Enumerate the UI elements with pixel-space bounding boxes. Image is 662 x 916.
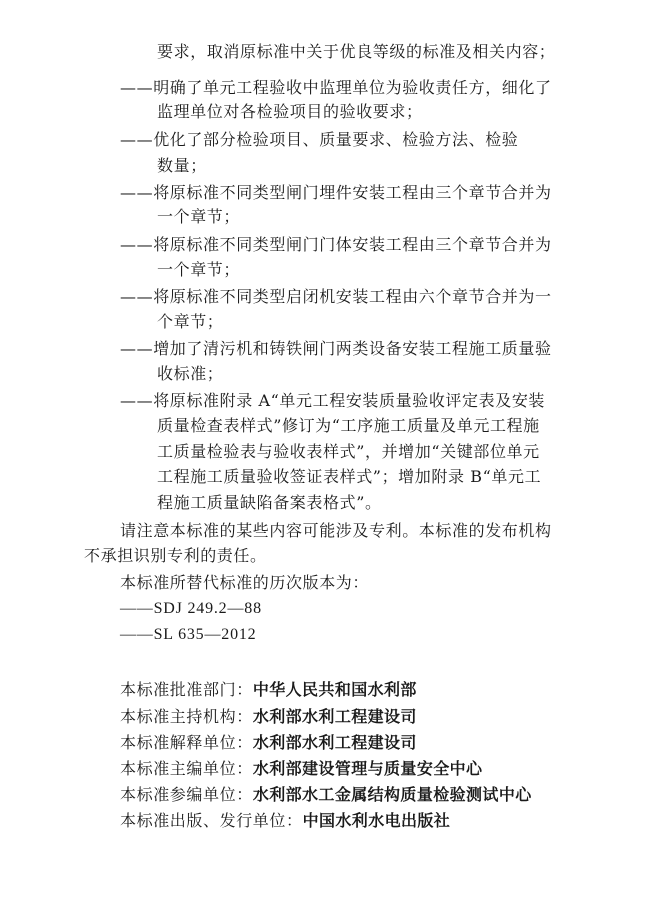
authority-label: 本标准参编单位： [120, 785, 253, 804]
authority-label: 本标准出版、发行单位： [120, 811, 303, 830]
change-line: 一个章节； [157, 260, 241, 279]
authority-value: 水利部水工金属结构质量检验测试中心 [252, 785, 532, 804]
change-line: 工程施工质量验收签证表样式”；增加附录 B“单元工 [157, 467, 542, 486]
change-line: 个章节； [157, 312, 224, 331]
authority-value: 水利部水利工程建设司 [252, 707, 417, 726]
authority-row [120, 810, 450, 832]
history-version: ——SL 635—2012 [120, 626, 257, 643]
authority-value: 中国水利水电出版社 [302, 811, 451, 830]
change-line: ——将原标准不同类型闸门埋件安装工程由三个章节合并为 [120, 183, 552, 202]
authority-label: 本标准主编单位： [120, 759, 253, 778]
change-line: ——将原标准附录 A“单元工程安装质量验收评定表及安装 [120, 391, 546, 410]
authority-row [120, 732, 417, 754]
authority-label: 本标准批准部门： [120, 680, 253, 699]
history-intro: 本标准所替代标准的历次版本为： [120, 573, 370, 592]
patent-notice-line: 请注意本标准的某些内容可能涉及专利。本标准的发布机构 [120, 521, 552, 540]
change-line: 工质量检验表与验收表样式”，并增加“关键部位单元 [157, 442, 540, 461]
change-line: 质量检查表样式”修订为“工序施工质量及单元工程施 [157, 416, 540, 435]
change-line: 一个章节； [157, 207, 241, 226]
change-line: 要求，取消原标准中关于优良等级的标准及相关内容； [157, 42, 556, 61]
authority-row [120, 758, 482, 780]
authority-row [120, 784, 532, 806]
patent-notice-line: 不承担识别专利的责任。 [84, 546, 267, 565]
authority-label: 本标准主持机构： [120, 707, 253, 726]
change-line: 收标准； [157, 364, 224, 383]
authority-value: 水利部水利工程建设司 [252, 733, 417, 752]
change-line: 监理单位对各检验项目的验收要求； [157, 102, 423, 121]
authority-label: 本标准解释单位： [120, 733, 253, 752]
authority-value: 水利部建设管理与质量安全中心 [252, 759, 483, 778]
change-line: 程施工质量缺陷备案表格式”。 [157, 493, 382, 512]
change-line: ——将原标准不同类型启闭机安装工程由六个章节合并为一 [120, 287, 552, 306]
authority-value: 中华人民共和国水利部 [252, 680, 417, 699]
change-line: ——优化了部分检验项目、质量要求、检验方法、检验 [120, 130, 519, 149]
authority-row [120, 706, 417, 728]
change-line: ——增加了清污机和铸铁闸门两类设备安装工程施工质量验 [120, 339, 552, 358]
history-version: ——SDJ 249.2—88 [120, 600, 262, 617]
change-line: ——将原标准不同类型闸门门体安装工程由三个章节合并为 [120, 235, 552, 254]
change-line: ——明确了单元工程验收中监理单位为验收责任方，细化了 [120, 78, 552, 97]
authority-row [120, 679, 417, 701]
change-line: 数量； [157, 156, 207, 175]
